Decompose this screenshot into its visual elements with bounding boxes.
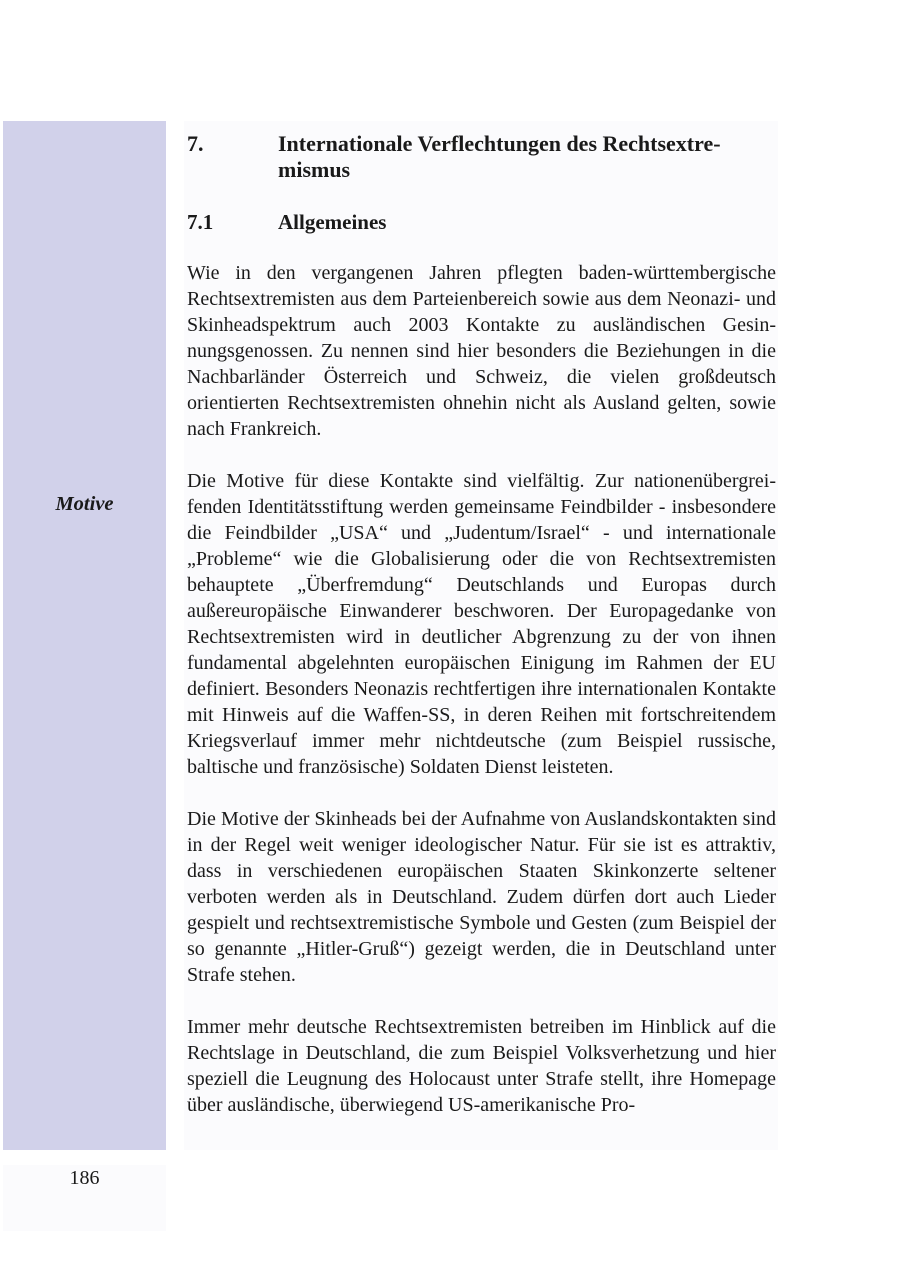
section-number: 7.1 bbox=[187, 210, 214, 234]
paragraph: Die Motive für diese Kontakte sind vielfältig. Zur nationenübergreifenden Identitätsstiftung werden gemeinsame Feindbilder - insbesondere die Feindbilder „USA“ und „Judentum/Israel“ - und internationale „Probleme“ wie die Globalisierung oder die von Rechtsextremisten behauptete „Überfremdung“ Deutschlands und Europas durch außereuropäische Einwanderer beschworen. Der Europagedanke von Rechtsextremisten wird in deutlicher Abgrenzung zu der von ihnen fundamental abgelehnten europäischen Einigung im Rahmen der EU definiert. Besonders Neonazis rechtfertigen ihre internationalen Kontakte mit Hinweis auf die Waffen-SS, in deren Reihen mit fortschreitendem Kriegsverlauf immer mehr nichtdeutsche (zum Beispiel russische, baltische und französische) Soldaten Dienst leisteten. bbox=[187, 470, 776, 778]
main-content bbox=[187, 131, 776, 1144]
paragraph: Immer mehr deutsche Rechtsextremisten betreiben im Hinblick auf die Rechtslage in Deutschland, die zum Beispiel Volksverhetzung und hier speziell die Leugnung des Holocaust unter Strafe stellt, ihre Homepage über ausländische, überwiegend US-amerikanische Pro- bbox=[187, 1016, 776, 1116]
margin-note: Motive bbox=[55, 493, 114, 515]
page-number-box bbox=[3, 1165, 166, 1231]
section-title: Allgemeines bbox=[278, 210, 387, 234]
chapter-title: Internationale Verflechtungen des Rechtsextremismus bbox=[278, 131, 721, 182]
paragraph: Wie in den vergangenen Jahren pflegten baden-württembergische Rechtsextremisten aus dem Parteienbereich sowie aus dem Neonazi- und Skinheadspektrum auch 2003 Kontakte zu ausländischen Gesinnungsgenossen. Zu nennen sind hier besonders die Beziehungen in die Nachbarländer Österreich und Schweiz, die vielen großdeutsch orientierten Rechtsextremisten ohnehin nicht als Ausland gelten, sowie nach Frankreich. bbox=[187, 262, 776, 440]
page-number: 186 bbox=[69, 1167, 100, 1189]
section-heading bbox=[187, 209, 776, 235]
paragraph: Die Motive der Skinheads bei der Aufnahme von Auslandskontakten sind in der Regel weit weniger ideologischer Natur. Für sie ist es attraktiv, dass in verschiedenen europäischen Staaten Skinkonzerte seltener verboten werden als in Deutschland. Zudem dürfen dort auch Lieder gespielt und rechtsextremistische Symbole und Gesten (zum Beispiel der so genannte „Hitler-Gruß“) gezeigt werden, die in Deutschland unter Strafe stehen. bbox=[187, 808, 776, 986]
chapter-number: 7. bbox=[187, 131, 204, 156]
chapter-heading bbox=[187, 131, 776, 183]
margin-column bbox=[3, 121, 166, 1150]
